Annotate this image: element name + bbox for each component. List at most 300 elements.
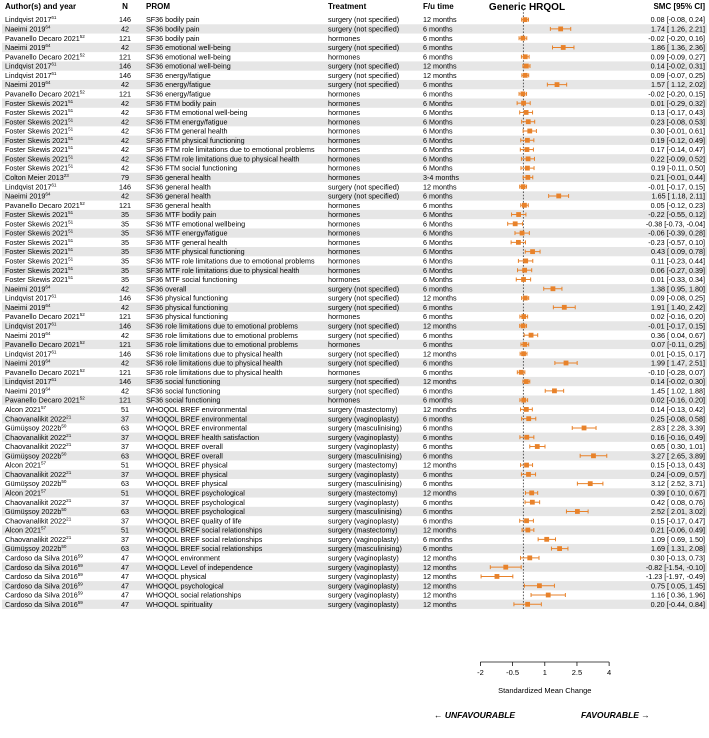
treatment-cell: hormones (328, 89, 360, 99)
n-cell: 146 (119, 70, 131, 80)
prom-cell: SF36 FTM role limitations due to physical health (146, 154, 300, 164)
n-cell: 63 (121, 451, 129, 461)
smc-ci-cell: 0.42 [ 0.08, 0.76] (651, 497, 705, 507)
treatment-cell: hormones (328, 126, 360, 136)
prom-cell: SF36 social functioning (146, 386, 221, 396)
prom-cell: SF36 emotional well-being (146, 43, 231, 53)
reference-superscript: 51 (68, 163, 74, 169)
point-estimate (582, 426, 587, 431)
table-row (5, 108, 705, 117)
point-estimate (527, 555, 532, 560)
estimate (545, 388, 563, 393)
smc-ci-cell: -0.06 [-0.39, 0.28] (648, 228, 705, 238)
smc-ci-cell: -0.02 [-0.20, 0.15] (648, 89, 705, 99)
point-estimate (523, 259, 528, 264)
fu-time-cell: 6 months (423, 423, 453, 433)
n-cell: 121 (119, 340, 131, 350)
fu-time-cell: 6 months (423, 312, 453, 322)
author-cell: Pavanello Decaro 2021$^{52}$ (5, 89, 85, 99)
n-cell: 42 (121, 135, 129, 145)
treatment-cell: hormones (328, 173, 360, 182)
point-estimate (530, 500, 535, 505)
prom-cell: WHOQOL Level of independence (146, 562, 253, 572)
author-cell: Chaovanalikit 2022$^{21}$ (5, 414, 72, 424)
fu-time-cell: 12 months (423, 590, 457, 600)
estimate (530, 444, 545, 449)
point-estimate (526, 472, 531, 477)
estimate (531, 593, 565, 598)
treatment-cell: hormones (328, 117, 360, 127)
smc-ci-cell: -0.22 [-0.55, 0.12] (648, 210, 705, 220)
author-cell: Lindqvist 2017$^{61}$ (5, 293, 57, 303)
reference-superscript: 59 (77, 590, 83, 596)
smc-ci-cell: 0.20 [-0.44, 0.84] (650, 599, 705, 609)
treatment-cell: surgery (not specified) (328, 284, 400, 294)
reference-superscript: 61 (51, 182, 57, 188)
n-cell: 47 (121, 599, 129, 609)
prom-cell: WHOQOL BREF physical (146, 469, 228, 479)
fu-time-cell: 12 months (423, 293, 457, 303)
prom-cell: SF36 energy/fatigue (146, 70, 211, 80)
treatment-cell: surgery (masculinising) (328, 507, 402, 517)
n-cell: 37 (121, 516, 129, 526)
reference-superscript: 64 (45, 330, 51, 336)
estimate (521, 54, 529, 59)
treatment-cell: surgery (vaginoplasty) (328, 516, 399, 526)
prom-cell: WHOQOL BREF environmental (146, 423, 247, 433)
prom-cell: SF36 MTF general health (146, 237, 228, 247)
reference-superscript: 50 (61, 507, 67, 513)
author-cell: Cardoso da Silva 2016$^{59}$ (5, 562, 83, 572)
author-cell: Alcon 2021$^{57}$ (5, 460, 47, 470)
table-row (5, 182, 705, 191)
author-cell: Naeimi 2019$^{64}$ (5, 386, 51, 396)
author-cell: Naeimi 2019$^{64}$ (5, 24, 51, 34)
fu-time-cell: 6 months (423, 89, 453, 99)
author-cell: Pavanello Decaro 2021$^{52}$ (5, 395, 85, 405)
fu-time-cell: 12 months (423, 599, 457, 609)
author-cell: Naeimi 2019$^{64}$ (5, 284, 51, 294)
reference-superscript: 21 (66, 497, 72, 503)
fu-time-cell: 6 months (423, 544, 453, 554)
point-estimate (521, 101, 526, 106)
fu-time-cell: 6 months (423, 24, 453, 34)
smc-ci-cell: 0.30 [-0.01, 0.61] (650, 126, 705, 136)
table-row (5, 275, 705, 284)
prom-cell: WHOQOL psychological (146, 581, 224, 591)
smc-ci-cell: -0.01 [-0.17, 0.15] (648, 321, 705, 331)
n-cell: 35 (121, 247, 129, 257)
prom-cell: WHOQOL social relationships (146, 590, 242, 600)
point-estimate (521, 314, 526, 319)
fu-time-cell: 6 months (423, 386, 453, 396)
smc-ci-cell: 1.69 [ 1.31, 2.08] (651, 544, 705, 554)
n-cell: 42 (121, 154, 129, 164)
prom-cell: WHOQOL BREF social relationships (146, 544, 263, 554)
smc-ci-cell: 0.65 [ 0.30, 1.01] (651, 442, 705, 452)
author-cell: Lindqvist 2017$^{61}$ (5, 182, 57, 192)
fu-time-cell: 6 Months (423, 275, 453, 285)
table-row (5, 52, 705, 61)
prom-cell: SF36 FTM general health (146, 126, 228, 136)
fu-time-cell: 6 Months (423, 98, 453, 108)
n-cell: 47 (121, 572, 129, 582)
point-estimate (551, 286, 556, 291)
author-cell: Foster Skewis 2021$^{51}$ (5, 145, 74, 155)
prom-cell: WHOQOL BREF environmental (146, 414, 247, 424)
prom-cell: WHOQOL BREF overall (146, 451, 223, 461)
treatment-cell: hormones (328, 52, 360, 62)
fu-time-cell: 6 months (423, 200, 453, 210)
fu-time-cell: 6 Months (423, 108, 453, 118)
smc-ci-cell: 0.14 [-0.13, 0.42] (650, 405, 705, 414)
table-row (5, 71, 705, 80)
n-cell: 35 (121, 256, 129, 266)
prom-cell: SF36 social functioning (146, 395, 221, 405)
fu-time-cell: 6 months (423, 442, 453, 452)
table-row (5, 257, 705, 266)
treatment-cell: surgery (not specified) (328, 330, 400, 340)
n-cell: 63 (121, 544, 129, 554)
tick-label: 1 (542, 668, 547, 677)
treatment-cell: surgery (mastectomy) (328, 488, 398, 498)
reference-superscript: 64 (45, 302, 51, 308)
estimate (538, 537, 555, 542)
reference-superscript: 59 (77, 581, 83, 587)
reference-superscript: 52 (79, 200, 85, 206)
treatment-cell: surgery (vaginoplasty) (328, 572, 399, 582)
reference-superscript: 61 (51, 293, 57, 299)
n-cell: 146 (119, 182, 131, 192)
author-cell: Cardoso da Silva 2016$^{59}$ (5, 590, 83, 600)
table-row (5, 89, 705, 98)
author-cell: Foster Skewis 2021$^{51}$ (5, 163, 74, 173)
treatment-cell: surgery (not specified) (328, 61, 400, 71)
n-cell: 37 (121, 432, 129, 442)
treatment-cell: surgery (not specified) (328, 15, 400, 25)
table-row (5, 368, 705, 377)
estimate (508, 221, 523, 226)
x-axis-ticks (477, 662, 611, 677)
reference-superscript: 21 (66, 442, 72, 448)
fu-time-cell: 6 Months (423, 265, 453, 275)
treatment-cell: surgery (not specified) (328, 70, 400, 80)
fu-time-cell: 6 months (423, 432, 453, 442)
estimate (521, 407, 533, 412)
author-cell: Pavanello Decaro 2021$^{52}$ (5, 340, 85, 350)
prom-cell: SF36 general health (146, 191, 211, 201)
point-estimate (524, 435, 529, 440)
fu-time-cell: 6 Months (423, 126, 453, 136)
table-row (5, 591, 705, 600)
point-estimate (526, 416, 531, 421)
author-cell: Foster Skewis 2021$^{51}$ (5, 256, 74, 266)
fu-time-cell: 12 months (423, 61, 457, 71)
n-cell: 37 (121, 534, 129, 544)
prom-cell: SF36 bodily pain (146, 33, 200, 43)
fu-time-cell: 6 months (423, 358, 453, 368)
prom-cell: SF36 energy/fatigue (146, 80, 211, 90)
author-cell: Naeimi 2019$^{64}$ (5, 191, 51, 201)
prom-cell: SF36 social functioning (146, 377, 221, 387)
prom-cell: SF36 MTF physical functioning (146, 247, 245, 257)
treatment-cell: hormones (328, 200, 360, 210)
point-estimate (524, 518, 529, 523)
fu-time-cell: 6 months (423, 497, 453, 507)
treatment-cell: hormones (328, 395, 360, 405)
smc-ci-cell: 0.05 [-0.12, 0.23] (650, 200, 705, 210)
reference-superscript: 61 (51, 377, 57, 383)
author-cell: Gümüşsoy $2022b^{50}$ (5, 507, 67, 517)
estimate (520, 518, 534, 523)
treatment-cell: surgery (not specified) (328, 349, 400, 359)
n-cell: 121 (119, 52, 131, 62)
fu-time-cell: 6 Months (423, 135, 453, 145)
table-row (5, 424, 705, 433)
point-estimate (529, 491, 534, 496)
prom-cell: WHOQOL BREF environmental (146, 405, 247, 414)
smc-ci-cell: 3.27 [ 2.65, 3.89] (651, 451, 705, 461)
prom-cell: WHOQOL BREF social relationships (146, 534, 263, 544)
reference-superscript: 64 (45, 24, 51, 30)
reference-superscript: 57 (40, 460, 47, 466)
n-cell: 37 (121, 469, 129, 479)
n-cell: 51 (121, 460, 129, 470)
point-estimate (535, 444, 540, 449)
point-estimate (557, 546, 562, 551)
treatment-cell: surgery (not specified) (328, 182, 400, 192)
treatment-cell: surgery (not specified) (328, 321, 400, 331)
treatment-cell: hormones (328, 163, 360, 173)
fu-time-cell: 6 Months (423, 117, 453, 127)
treatment-cell: surgery (vaginoplasty) (328, 553, 399, 563)
fu-time-cell: 12 months (423, 377, 457, 387)
fu-time-cell: 3-4 months (423, 173, 459, 182)
fu-time-cell: 12 months (423, 553, 457, 563)
reference-superscript: 64 (45, 191, 51, 197)
smc-ci-cell: 0.01 [-0.29, 0.32] (650, 98, 705, 108)
author-cell: Naeimi 2019$^{64}$ (5, 80, 51, 90)
reference-superscript: 64 (45, 358, 51, 364)
treatment-cell: hormones (328, 265, 360, 275)
smc-ci-cell: 0.02 [-0.16, 0.20] (650, 312, 705, 322)
point-estimate (523, 54, 528, 59)
n-cell: 146 (119, 321, 131, 331)
smc-ci-cell: 1.99 [ 1.47, 2.51] (651, 358, 705, 368)
smc-ci-cell: 0.25 [-0.08, 0.58] (650, 414, 705, 424)
smc-ci-cell: 0.14 [-0.02, 0.31] (650, 61, 705, 71)
table-row (5, 386, 705, 395)
point-estimate (525, 138, 530, 143)
point-estimate (552, 388, 557, 393)
table-row (5, 127, 705, 136)
reference-superscript: 51 (68, 126, 74, 132)
treatment-cell: surgery (masculinising) (328, 423, 402, 433)
n-cell: 146 (119, 377, 131, 387)
reference-superscript: 57 (40, 525, 47, 531)
smc-ci-cell: 1.16 [ 0.36, 1.96] (651, 590, 705, 600)
header-author: Author(s) and year (5, 2, 77, 11)
n-cell: 37 (121, 497, 129, 507)
reference-superscript: 64 (45, 284, 51, 290)
smc-ci-cell: 0.01 [-0.15, 0.17] (650, 349, 705, 359)
point-estimate (525, 166, 530, 171)
fu-time-cell: 6 Months (423, 145, 453, 155)
author-cell: Foster Skewis 2021$^{51}$ (5, 275, 74, 285)
table-row (5, 34, 705, 43)
point-estimate (530, 249, 535, 254)
treatment-cell: surgery (vaginoplasty) (328, 534, 399, 544)
smc-ci-cell: 0.22 [-0.09, 0.52] (650, 154, 705, 164)
table-row (5, 442, 705, 451)
point-estimate (495, 574, 500, 579)
n-cell: 121 (119, 89, 131, 99)
table-row (5, 164, 705, 173)
n-cell: 121 (119, 367, 131, 377)
n-cell: 42 (121, 108, 129, 118)
estimate (481, 574, 513, 579)
prom-cell: SF36 FTM social functioning (146, 163, 238, 173)
n-cell: 47 (121, 562, 129, 572)
table-row (5, 15, 705, 24)
prom-cell: SF36 MTF role limitations due to emotional problems (146, 256, 315, 266)
author-cell: Lindqvist 2017$^{61}$ (5, 349, 57, 359)
author-cell: Chaovanalikit 2022$^{21}$ (5, 534, 72, 544)
smc-ci-cell: 3.12 [ 2.52, 3.71] (651, 479, 705, 489)
treatment-cell: hormones (328, 275, 360, 285)
smc-ci-cell: -0.23 [-0.57, 0.10] (648, 237, 705, 247)
author-cell: Alcon 2021$^{57}$ (5, 405, 47, 414)
n-cell: 63 (121, 479, 129, 489)
treatment-cell: hormones (328, 145, 360, 155)
n-cell: 42 (121, 24, 129, 34)
estimate (520, 184, 527, 189)
reference-superscript: 59 (77, 562, 83, 568)
author-cell: Naeimi 2019$^{64}$ (5, 330, 51, 340)
author-cell: Lindqvist 2017$^{61}$ (5, 321, 57, 331)
point-estimate (522, 342, 527, 347)
prom-cell: SF36 role limitations due to emotional problems (146, 330, 298, 340)
treatment-cell: surgery (not specified) (328, 302, 400, 312)
point-estimate (588, 481, 593, 486)
author-cell: Cardoso da Silva 2016$^{59}$ (5, 553, 83, 563)
point-estimate (555, 82, 560, 87)
smc-ci-cell: -0.01 [-0.17, 0.15] (648, 182, 705, 192)
point-estimate (522, 268, 527, 273)
estimate (520, 110, 533, 115)
reference-superscript: 52 (79, 52, 85, 58)
treatment-cell: surgery (vaginoplasty) (328, 432, 399, 442)
n-cell: 42 (121, 145, 129, 155)
reference-superscript: 51 (68, 275, 74, 281)
fu-time-cell: 6 months (423, 330, 453, 340)
reference-superscript: 51 (68, 256, 74, 262)
smc-ci-cell: 1.74 [ 1.26, 2.21] (651, 24, 705, 34)
author-cell: Naeimi 2019$^{64}$ (5, 358, 51, 368)
prom-cell: SF36 role limitations due to emotional problems (146, 321, 298, 331)
estimate (516, 277, 530, 282)
n-cell: 37 (121, 414, 129, 424)
author-cell: Gümüşsoy $2022b^{50}$ (5, 423, 67, 433)
point-estimate (564, 361, 569, 366)
reference-superscript: 64 (45, 43, 51, 49)
reference-superscript: 50 (61, 544, 67, 550)
prom-cell: SF36 role limitations due to physical health (146, 367, 283, 377)
point-estimate (575, 509, 580, 514)
smc-ci-cell: 1.91 [ 1.40, 2.42] (651, 302, 705, 312)
reference-superscript: 50 (61, 423, 67, 429)
tick-label: -0.5 (506, 668, 520, 677)
author-cell: Lindqvist 2017$^{61}$ (5, 70, 57, 80)
smc-ci-cell: 0.36 [ 0.04, 0.67] (651, 330, 705, 340)
fu-time-cell: 6 months (423, 284, 453, 294)
smc-ci-cell: 0.17 [-0.14, 0.47] (650, 145, 705, 155)
n-cell: 146 (119, 349, 131, 359)
unfavourable-label: ← UNFAVOURABLE (434, 710, 516, 720)
treatment-cell: hormones (328, 219, 360, 229)
prom-cell: SF36 physical functioning (146, 293, 228, 303)
smc-ci-cell: -0.82 [-1.54, -0.10] (645, 562, 705, 572)
treatment-cell: surgery (vaginoplasty) (328, 562, 399, 572)
estimate (520, 314, 528, 319)
smc-ci-cell: 0.30 [-0.13, 0.73] (650, 553, 705, 563)
reference-superscript: 51 (68, 219, 74, 225)
table-row (5, 238, 705, 247)
treatment-cell: surgery (vaginoplasty) (328, 599, 399, 609)
prom-cell: SF36 overall (146, 284, 187, 294)
fu-time-cell: 6 months (423, 507, 453, 517)
point-estimate (525, 147, 530, 152)
fu-time-cell: 6 months (423, 191, 453, 201)
reference-superscript: 52 (79, 340, 85, 346)
reference-superscript: 51 (68, 154, 74, 160)
n-cell: 42 (121, 126, 129, 136)
reference-superscript: 64 (45, 386, 51, 392)
smc-ci-cell: 0.16 [-0.16, 0.49] (650, 432, 705, 442)
prom-cell: SF36 general health (146, 173, 211, 182)
reference-superscript: 51 (68, 145, 74, 151)
author-cell: Colton Meier 2013$^{23}$ (5, 173, 69, 182)
author-cell: Foster Skewis 2021$^{51}$ (5, 265, 74, 275)
author-cell: Pavanello Decaro 2021$^{52}$ (5, 33, 85, 43)
n-cell: 51 (121, 405, 129, 414)
treatment-cell: hormones (328, 247, 360, 257)
fu-time-cell: 12 months (423, 488, 457, 498)
prom-cell: WHOQOL BREF physical (146, 460, 228, 470)
point-estimate (523, 296, 528, 301)
smc-ci-cell: 0.24 [-0.09, 0.57] (650, 469, 705, 479)
point-estimate (524, 110, 529, 115)
treatment-cell: hormones (328, 98, 360, 108)
estimate (519, 91, 527, 96)
treatment-cell: surgery (not specified) (328, 386, 400, 396)
estimate (522, 17, 529, 22)
table-row (5, 201, 705, 210)
point-estimate (516, 212, 521, 217)
reference-superscript: 51 (68, 98, 74, 104)
n-cell: 146 (119, 15, 131, 25)
fu-time-cell: 6 months (423, 33, 453, 43)
fu-time-cell: 6 months (423, 479, 453, 489)
estimate (520, 147, 533, 152)
author-cell: Naeimi 2019$^{64}$ (5, 43, 51, 53)
estimate (520, 351, 527, 356)
treatment-cell: surgery (not specified) (328, 377, 400, 387)
estimate (522, 296, 529, 301)
table-row (5, 461, 705, 470)
point-estimate (524, 407, 529, 412)
treatment-cell: hormones (328, 256, 360, 266)
